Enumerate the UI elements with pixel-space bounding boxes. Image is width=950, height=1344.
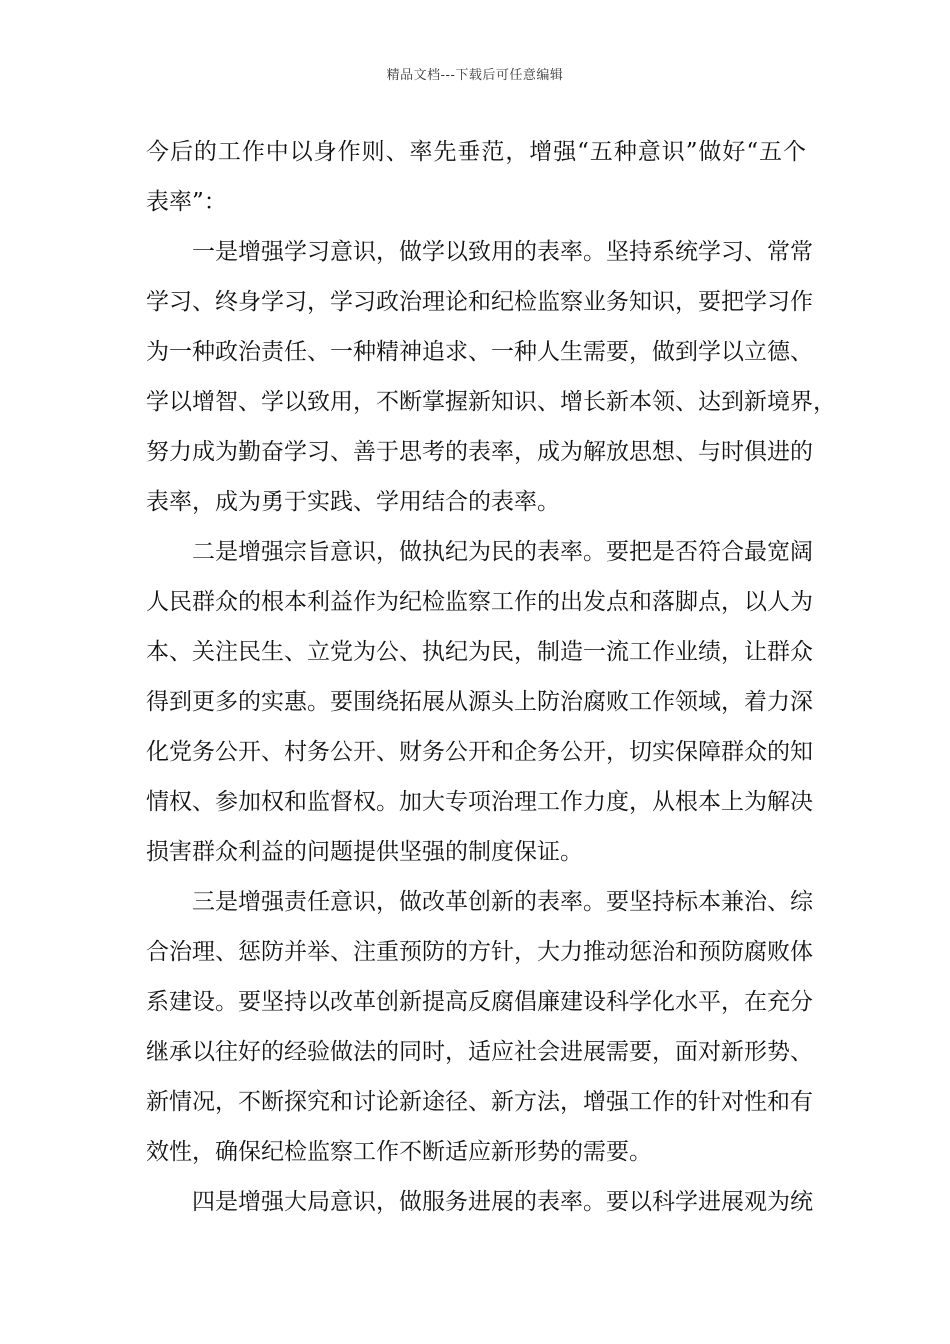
text-line: 人民群众的根本利益作为纪检监察工作的出发点和落脚点，以人为 [146, 589, 813, 615]
text-line: 得到更多的实惠。要围绕拓展从源头上防治腐败工作领域，着力深 [146, 689, 813, 715]
text-line: 三是增强责任意识，做改革创新的表率。要坚持标本兼治、综 [192, 889, 813, 915]
text-line: 效性，确保纪检监察工作不断适应新形势的需要。 [146, 1139, 652, 1165]
text-line: 合治理、惩防并举、注重预防的方针，大力推动惩治和预防腐败体 [146, 939, 813, 965]
text-line: 情权、参加权和监督权。加大专项治理工作力度，从根本上为解决 [146, 789, 813, 815]
text-line: 四是增强大局意识，做服务进展的表率。要以科学进展观为统 [192, 1189, 813, 1215]
text-line: 二是增强宗旨意识，做执纪为民的表率。要把是否符合最宽阔 [192, 539, 813, 565]
text-line: 为一种政治责任、一种精神追求、一种人生需要，做到学以立德、 [146, 339, 813, 365]
text-line: 新情况，不断探究和讨论新途径、新方法，增强工作的针对性和有 [146, 1089, 813, 1115]
text-line: 一是增强学习意识，做学以致用的表率。坚持系统学习、常常 [192, 239, 813, 265]
text-line: 学以增智、学以致用，不断掌握新知识、增长新本领、达到新境界， [146, 389, 836, 415]
text-line: 系建设。要坚持以改革创新提高反腐倡廉建设科学化水平，在充分 [146, 989, 813, 1015]
text-line: 继承以往好的经验做法的同时，适应社会进展需要，面对新形势、 [146, 1039, 813, 1065]
page-header: 精品文档---下载后可任意编辑 [386, 68, 564, 83]
text-line: 学习、终身学习，学习政治理论和纪检监察业务知识，要把学习作 [146, 289, 813, 315]
text-line: 努力成为勤奋学习、善于思考的表率，成为解放思想、与时俱进的 [146, 439, 813, 465]
text-line: 本、关注民生、立党为公、执纪为民，制造一流工作业绩，让群众 [146, 639, 813, 665]
text-line: 化党务公开、村务公开、财务公开和企务公开，切实保障群众的知 [146, 739, 813, 765]
text-line: 损害群众利益的问题提供坚强的制度保证。 [146, 839, 583, 865]
text-line: 表率”： [146, 189, 227, 215]
text-line: 表率，成为勇于实践、学用结合的表率。 [146, 489, 560, 515]
document-body [146, 127, 836, 1227]
text-line: 今后的工作中以身作则、率先垂范，增强“五种意识”做好“五个 [146, 139, 806, 165]
